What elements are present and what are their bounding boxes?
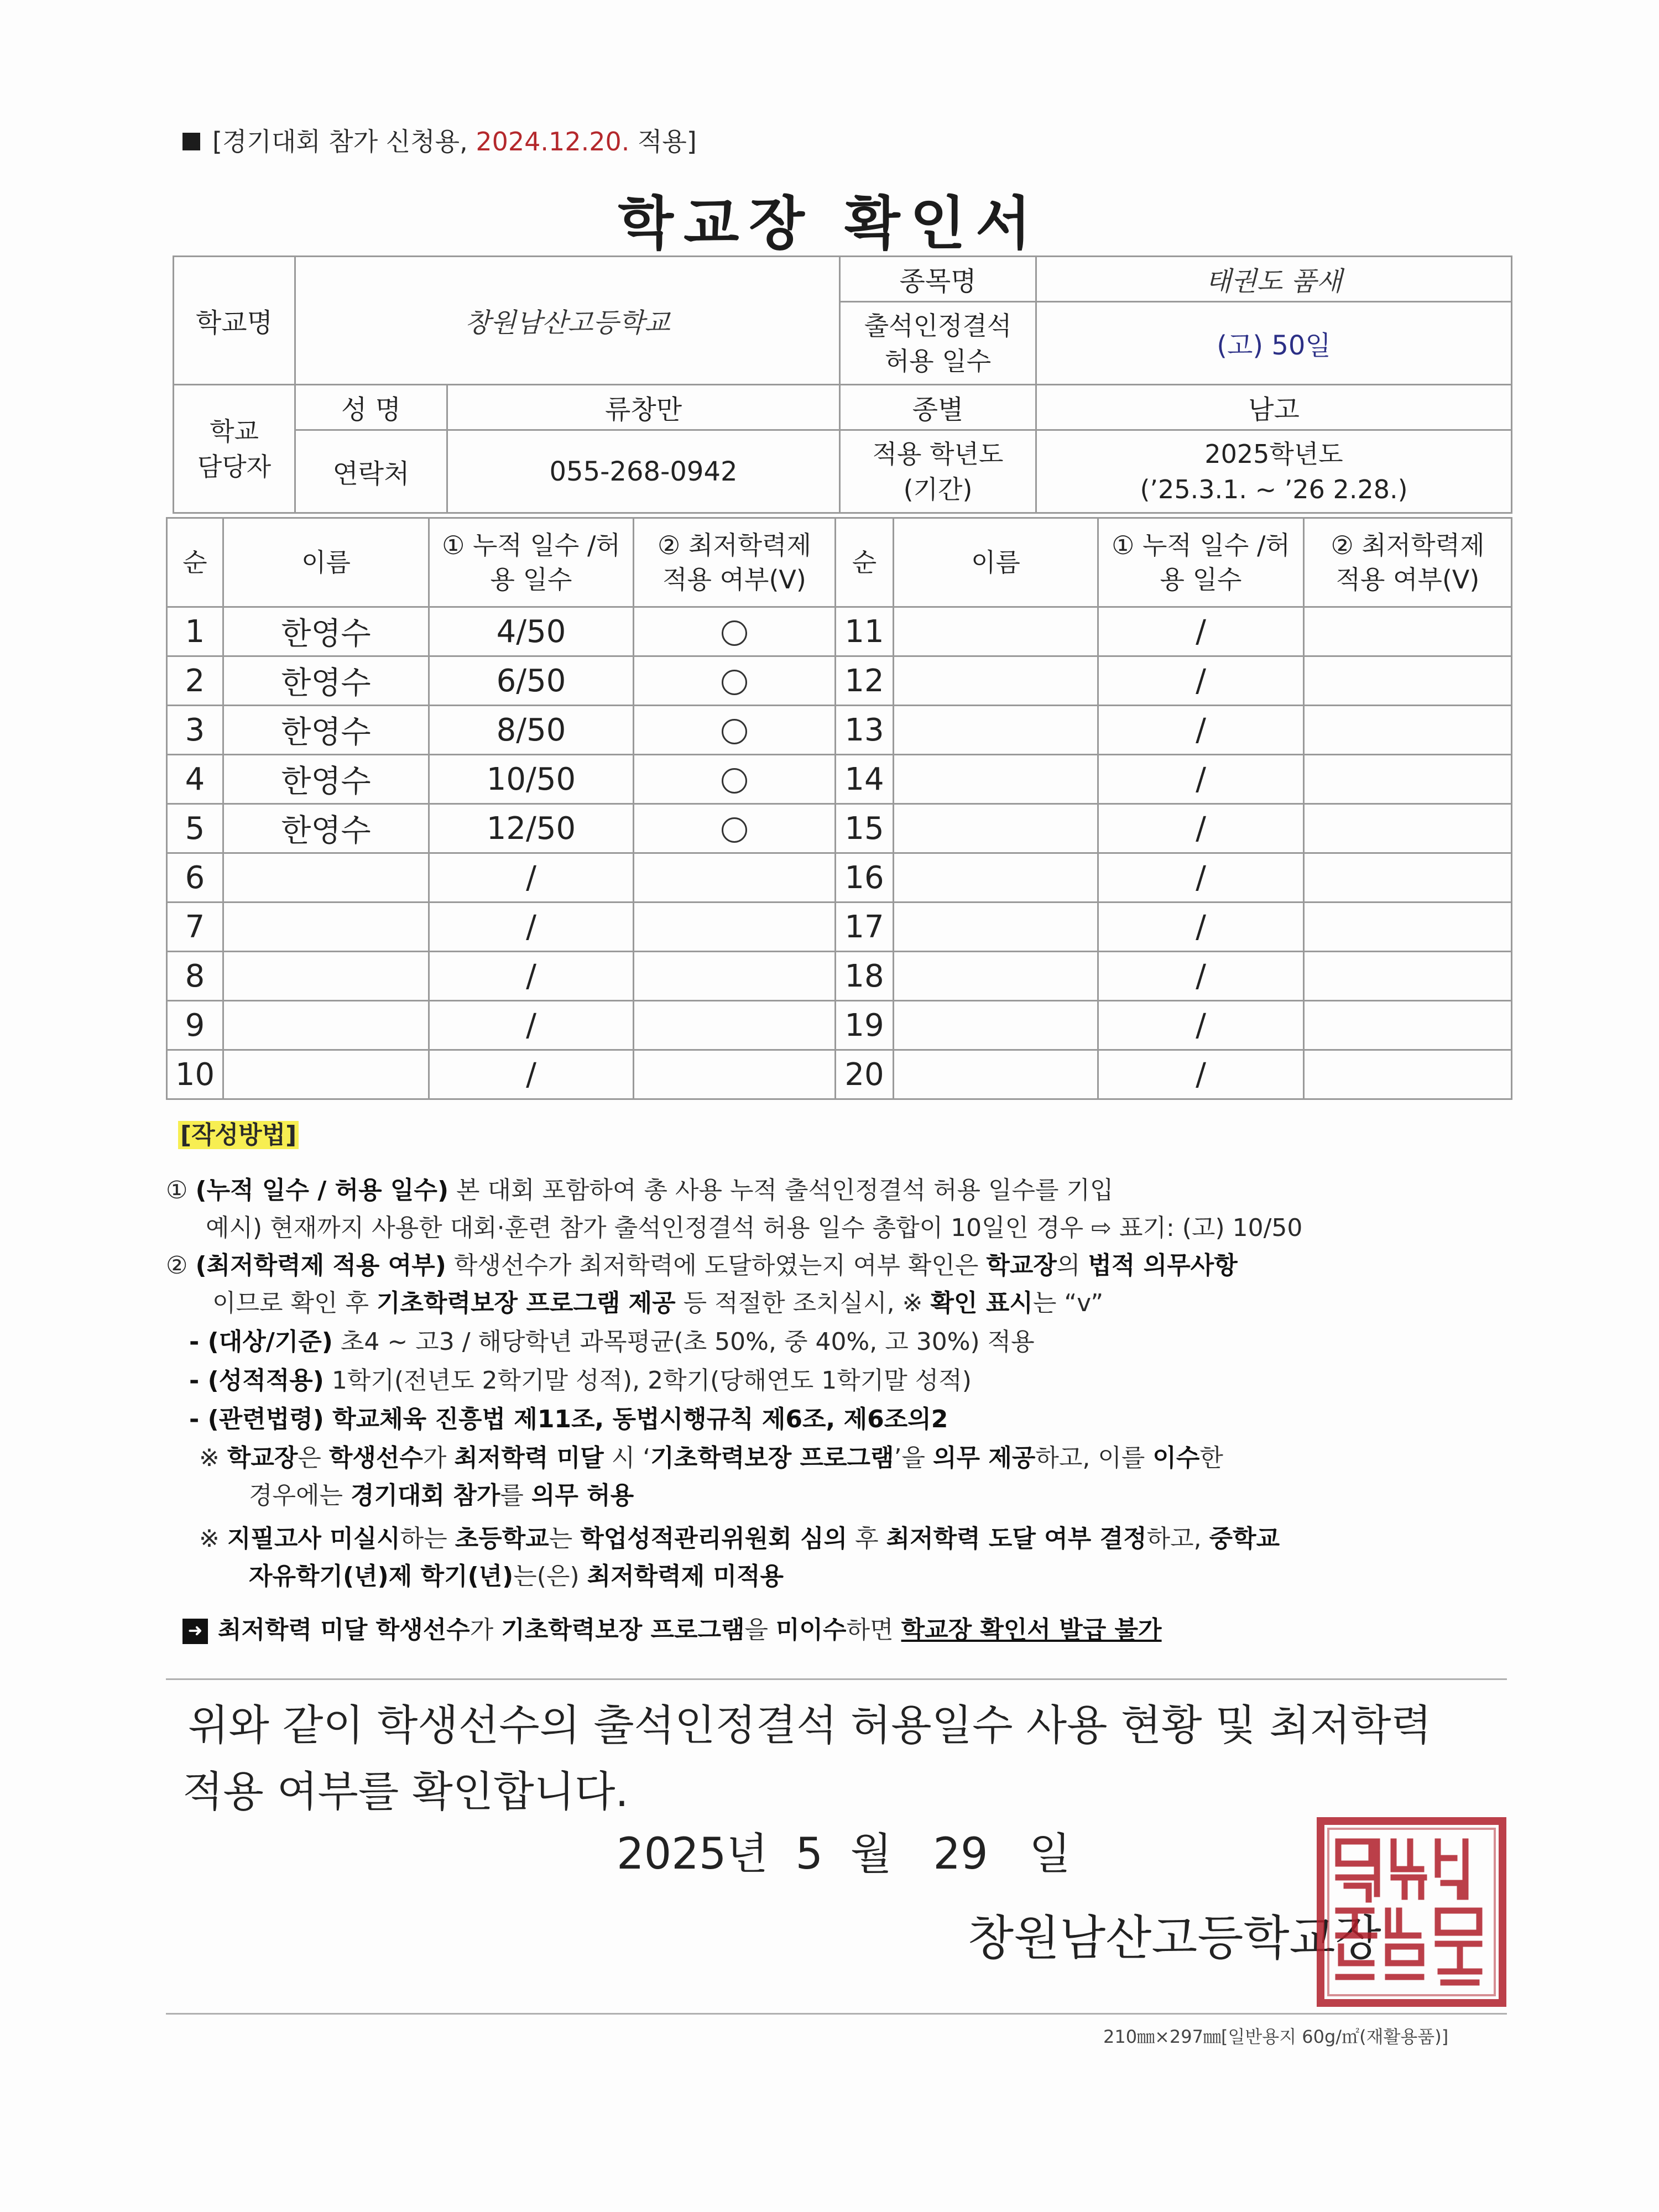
row-min-mark [634, 706, 836, 755]
row-seq: 10 [167, 1050, 223, 1099]
paper-spec: 210㎜×297㎜[일반용지 60g/㎡(재활용품)] [1103, 2026, 1449, 2047]
row-min-mark [1304, 853, 1512, 902]
row-name [894, 706, 1098, 755]
event-value: 태권도 품새 [1036, 257, 1512, 302]
form-note: [경기대회 참가 신청용, 2024.12.20. 적용] [182, 122, 697, 158]
row-seq: 20 [836, 1050, 894, 1099]
school-label: 학교명 [174, 257, 295, 385]
row-min-mark [1304, 706, 1512, 755]
guide-item-1-example: 예시) 현재까지 사용한 대회·훈련 참가 출석인정결석 허용 일수 총합이 10일인 경우 ⇨ 표기: (고) 10/50 [206, 1214, 1303, 1242]
guide-note-1: ※ 학교장은 학생선수가 최저학력 미달 시 ‘기초학력보장 프로그램’을 의무 제공하고, 이를 이수한 [199, 1444, 1223, 1472]
contact-value: 055-268-0942 [447, 430, 840, 513]
allowance-value: (고) 50일 [1036, 302, 1512, 385]
type-label: 종별 [840, 385, 1036, 430]
circle-mark-icon [722, 670, 747, 695]
table-row [167, 607, 1512, 656]
row-min-mark [634, 804, 836, 853]
row-seq: 15 [836, 804, 894, 853]
row-seq: 7 [167, 902, 223, 952]
divider [166, 1678, 1507, 1680]
col-name: 이름 [894, 518, 1098, 607]
type-value: 남고 [1036, 385, 1512, 430]
row-days: / [429, 902, 634, 952]
guide-detail-law: - (관련법령) 학교체육 진흥법 제11조, 동법시행규칙 제6조, 제6조의2 [189, 1405, 948, 1433]
row-seq: 11 [836, 607, 894, 656]
row-seq: 4 [167, 755, 223, 804]
row-name [894, 656, 1098, 706]
table-row [167, 755, 1512, 804]
row-seq: 2 [167, 656, 223, 706]
table-row [167, 656, 1512, 706]
row-days: / [429, 853, 634, 902]
col-name: 이름 [223, 518, 429, 607]
row-days: 6/50 [429, 656, 634, 706]
table-row [167, 853, 1512, 902]
row-min-mark [634, 952, 836, 1001]
event-label: 종목명 [840, 257, 1036, 302]
year-label: 적용 학년도 (기간) [840, 430, 1036, 513]
row-name [894, 804, 1098, 853]
guide-note-2: ※ 지필고사 미실시하는 초등학교는 학업성적관리위원회 심의 후 최저학력 도달 여부 결정하고, 중학교 [199, 1525, 1280, 1553]
col-seq: 순 [167, 518, 223, 607]
row-seq: 14 [836, 755, 894, 804]
row-seq: 13 [836, 706, 894, 755]
row-min-mark [1304, 804, 1512, 853]
row-min-mark [634, 1001, 836, 1050]
row-days: / [1098, 1050, 1304, 1099]
guide-detail-target: - (대상/기준) 초4 ~ 고3 / 해당학년 과목평균(초 50%, 중 40%, 고 30%) 적용 [189, 1328, 1035, 1356]
row-seq: 1 [167, 607, 223, 656]
guide-item-2: ② (최저학력제 적용 여부) 학생선수가 최저학력에 도달하였는지 여부 확인은 학교장의 법적 의무사항 [166, 1251, 1238, 1280]
row-days: / [1098, 952, 1304, 1001]
table-row [167, 902, 1512, 952]
row-min-mark [1304, 1001, 1512, 1050]
row-days: / [1098, 853, 1304, 902]
row-days: 4/50 [429, 607, 634, 656]
allowance-label: 출석인정결석 허용 일수 [840, 302, 1036, 385]
info-table [173, 255, 1512, 514]
guide-heading: [작성방법] [178, 1121, 299, 1149]
row-days: / [1098, 1001, 1304, 1050]
circle-mark-icon [722, 620, 747, 646]
bottom-divider [166, 2013, 1507, 2015]
table-row [167, 706, 1512, 755]
table-row [167, 804, 1512, 853]
arrow-right-icon: ➜ [182, 1619, 208, 1644]
contact-label: 연락처 [295, 430, 447, 513]
school-value: 창원남산고등학교 [295, 257, 840, 385]
row-min-mark [1304, 952, 1512, 1001]
confirmation-statement: 위와 같이 학생선수의 출석인정결석 허용일수 사용 현황 및 최저학력 적용 여부를 확인합니다. [182, 1700, 1432, 1816]
row-name: 한영수 [223, 607, 429, 656]
col-days: ① 누적 일수 /허 용 일수 [429, 518, 634, 607]
row-days: / [1098, 755, 1304, 804]
roster-body [167, 607, 1512, 1099]
manager-label: 학교 담당자 [174, 385, 295, 513]
guide-detail-grades: - (성적적용) 1학기(전년도 2학기말 성적), 2학기(당해연도 1학기말 성적) [189, 1366, 972, 1395]
row-seq: 5 [167, 804, 223, 853]
row-min-mark [1304, 755, 1512, 804]
row-name [223, 952, 429, 1001]
bullet-square-icon [182, 133, 200, 150]
row-min-mark [1304, 1050, 1512, 1099]
row-days: / [1098, 656, 1304, 706]
row-seq: 18 [836, 952, 894, 1001]
row-days: / [429, 1050, 634, 1099]
row-name [894, 853, 1098, 902]
row-seq: 8 [167, 952, 223, 1001]
row-days: / [1098, 902, 1304, 952]
roster-table [166, 517, 1512, 1100]
row-name: 한영수 [223, 755, 429, 804]
circle-mark-icon [722, 817, 747, 843]
row-days: / [429, 952, 634, 1001]
row-min-mark [634, 755, 836, 804]
guide-item-1: ① (누적 일수 / 허용 일수) 본 대회 포함하여 총 사용 누적 출석인정결석 허용 일수를 기입 [166, 1176, 1114, 1204]
signing-date: 2025년 5 월 29 일 [617, 1829, 1071, 1879]
row-min-mark [1304, 656, 1512, 706]
table-row [167, 1050, 1512, 1099]
row-min-mark [634, 607, 836, 656]
row-name: 한영수 [223, 804, 429, 853]
row-days: 10/50 [429, 755, 634, 804]
row-min-mark [634, 656, 836, 706]
row-name [894, 1050, 1098, 1099]
row-name [223, 1001, 429, 1050]
row-seq: 12 [836, 656, 894, 706]
row-name [894, 902, 1098, 952]
row-name [894, 1001, 1098, 1050]
guide-item-2-cont: 이므로 확인 후 기초학력보장 프로그램 제공 등 적절한 조치실시, ※ 확인 표시는 “v” [212, 1289, 1104, 1317]
circle-mark-icon [722, 768, 747, 794]
row-min-mark [634, 902, 836, 952]
col-seq: 순 [836, 518, 894, 607]
row-days: / [429, 1001, 634, 1050]
row-min-mark [634, 853, 836, 902]
row-min-mark [1304, 607, 1512, 656]
row-min-mark [634, 1050, 836, 1099]
row-name [894, 755, 1098, 804]
row-name [223, 1050, 429, 1099]
page-title: 학교장 확인서 [618, 190, 1041, 257]
row-name [223, 853, 429, 902]
col-min: ② 최저학력제 적용 여부(V) [1304, 518, 1512, 607]
row-name [894, 607, 1098, 656]
row-days: / [1098, 706, 1304, 755]
row-name: 한영수 [223, 706, 429, 755]
roster-header-row [167, 518, 1512, 607]
official-seal-stamp [1316, 1817, 1507, 2007]
guide-note-1-cont: 경우에는 경기대회 참가를 의무 허용 [249, 1481, 634, 1510]
row-days: / [1098, 804, 1304, 853]
form-note-date: 2024.12.20. [476, 127, 630, 156]
row-seq: 19 [836, 1001, 894, 1050]
table-row [167, 1001, 1512, 1050]
table-row [167, 952, 1512, 1001]
row-name [894, 952, 1098, 1001]
name-value: 류창만 [447, 385, 840, 430]
row-days: 12/50 [429, 804, 634, 853]
row-days: 8/50 [429, 706, 634, 755]
row-name: 한영수 [223, 656, 429, 706]
row-min-mark [1304, 902, 1512, 952]
row-days: / [1098, 607, 1304, 656]
principal-name: 창원남산고등학교장 [968, 1911, 1381, 1966]
row-seq: 9 [167, 1001, 223, 1050]
row-name [223, 902, 429, 952]
row-seq: 3 [167, 706, 223, 755]
circle-mark-icon [722, 719, 747, 744]
year-value: 2025학년도 (’25.3.1. ~ ’26 2.28.) [1036, 430, 1512, 513]
guide-note-2-cont: 자유학기(년)제 학기(년)는(은) 최저학력제 미적용 [249, 1562, 784, 1590]
row-seq: 17 [836, 902, 894, 952]
row-seq: 16 [836, 853, 894, 902]
col-days: ① 누적 일수 /허 용 일수 [1098, 518, 1304, 607]
col-min: ② 최저학력제 적용 여부(V) [634, 518, 836, 607]
guide-final-warning: ➜ 최저학력 미달 학생선수가 기초학력보장 프로그램을 미이수하면 학교장 확인서 발급 불가 [182, 1615, 1162, 1646]
name-label: 성 명 [295, 385, 447, 430]
row-seq: 6 [167, 853, 223, 902]
